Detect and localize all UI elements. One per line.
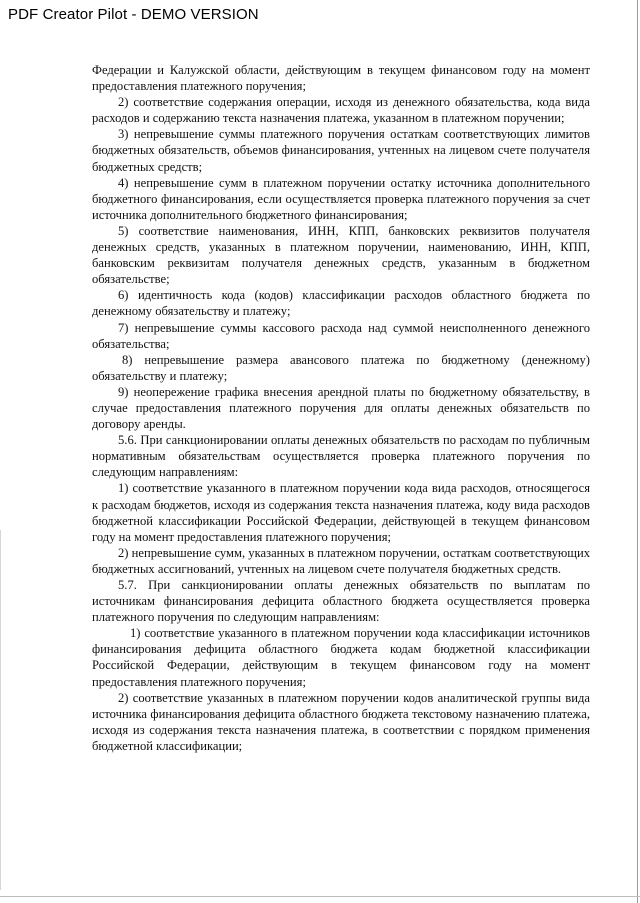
paragraph-item-7: 7) непревышение суммы кассового расхода над суммой неисполненного денежного обязательства;	[92, 320, 590, 351]
paragraph-item-4: 4) непревышение сумм в платежном поручении остатку источника дополнительного бюджетного финансирования, если осуществляется проверка платежного поручения за счет источника дополнительного бюджетного финансирования;	[92, 175, 590, 222]
page-edge-left	[0, 530, 1, 890]
paragraph-item-9: 9) неопережение графика внесения арендной платы по бюджетному обязательству, в случае предоставления платежного поручения для оплаты денежных обязательств по договору аренды.	[92, 384, 590, 432]
paragraph-item-3: 3) непревышение суммы платежного поручения остаткам соответствующих лимитов бюджетных обязательств, объемов финансирования, учтенных на лицевом счете получателя бюджетных средств;	[92, 127, 590, 174]
section-5-6-item-1: 1) соответствие указанного в платежном поручении кода вида расходов, относящегося к расходам бюджетов, исходя из содержания текста назначения платежа, коду вида расходов бюджетной классификации Российской Федерации, действующей в текущем финансовом году на момент предоставления платежного поручения;	[92, 481, 590, 544]
paragraph-item-2: 2) соответствие содержания операции, исходя из денежного обязательства, кода вида расходов и содержанию текста назначения платежа, указанном в платежном поручении;	[92, 95, 590, 126]
section-5-7-item-2: 2) соответствие указанных в платежном поручении кодов аналитической группы вида источника финансирования дефицита областного бюджета текстовому назначению платежа, исходя из содержания текста назначения платежа, в соответствии с порядком применения бюджетной классификации;	[92, 690, 590, 753]
demo-watermark-banner: PDF Creator Pilot - DEMO VERSION	[8, 6, 259, 23]
paragraph-continuation: Федерации и Калужской области, действующим в текущем финансовом году на момент предоставления платежного поручения;	[92, 63, 590, 94]
section-5-6-item-2: 2) непревышение сумм, указанных в платежном поручении, остаткам соответствующих бюджетных ассигнований, учтенных на лицевом счете получателя бюджетных средств.	[92, 545, 591, 576]
paragraph-item-6: 6) идентичность кода (кодов) классификации расходов областного бюджета по денежному обязательству и платежу;	[92, 288, 590, 319]
paragraph-item-5: 5) соответствие наименования, ИНН, КПП, банковских реквизитов получателя денежных средств, указанных в платежном поручении, наименованию, ИНН, КПП, банковским реквизитам получателя денежных средств, указанным в бюджетном обязательстве;	[92, 223, 590, 287]
page-edge-right	[637, 0, 638, 903]
page-edge-bottom	[0, 896, 640, 897]
section-5-7-item-1: 1) соответствие указанного в платежном поручении кода классификации источников финансирования дефицита областного бюджета кодам бюджетной классификации Российской Федерации, действующим в текущем финансовом году на момент предоставления платежного поручения;	[92, 626, 590, 689]
section-5-6: 5.6. При санкционировании оплаты денежных обязательств по расходам по публичным нормативным обязательствам осуществляется проверка платежного поручения по следующим направлениям:	[92, 433, 590, 480]
paragraph-item-8: 8) непревышение размера авансового платежа по бюджетному (денежному) обязательству и платежу;	[92, 352, 590, 383]
document-body	[92, 62, 590, 754]
section-5-7: 5.7. При санкционировании оплаты денежных обязательств по выплатам по источникам финансирования дефицита областного бюджета осуществляется проверка платежного поручения по следующим направлениям:	[92, 578, 590, 625]
